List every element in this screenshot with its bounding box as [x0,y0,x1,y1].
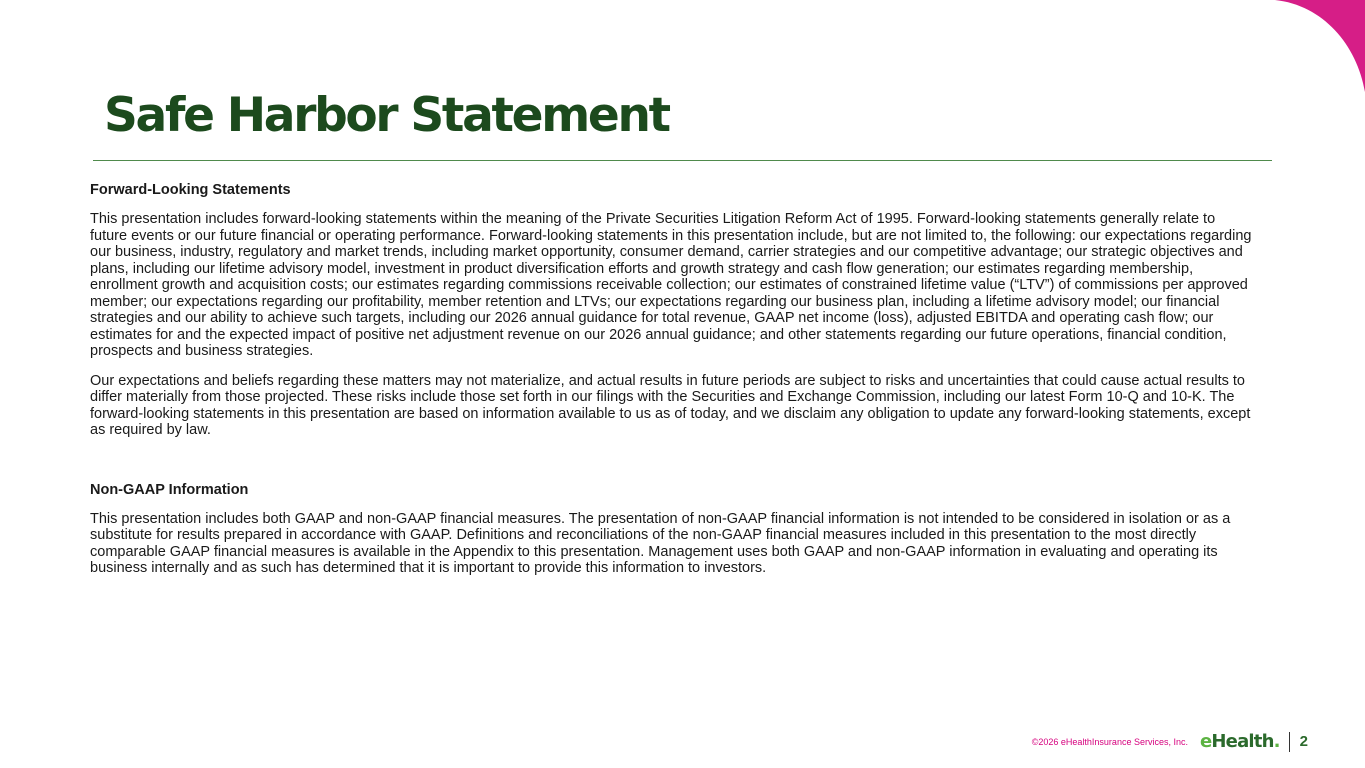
ehealth-logo: eHealth. [1199,731,1280,752]
section-heading: Forward-Looking Statements [90,182,291,198]
copyright-text: ©2026 eHealthInsurance Services, Inc. [1031,736,1188,747]
page-title: Safe Harbor Statement [104,88,669,143]
footer-divider [1289,732,1290,752]
statement-body [90,181,1252,590]
paragraph: Our expectations and beliefs regarding these matters may not materialize, and actual results in future periods are subject to risks and uncertainties that could cause actual results to differ materially from those projected. These risks include those set forth in our filings with the Securities and Exchange Commission, including our latest Form 10-Q and 10-K. The forward-looking statements in this presentation are based on information available to us as of today, and we disclaim any obligation to update any forward-looking statements, except as required by law. [90,372,1251,438]
title-divider [93,160,1272,161]
paragraph: This presentation includes forward-looking statements within the meaning of the Private Securities Litigation Reform Act of 1995. Forward-looking statements generally relate to future events or our future financial or operating performance. Forward-looking statements in this presentation include, but are not limited to, the following: our expectations regarding our business, industry, regulatory and market trends, including market opportunity, consumer demand, carrier strategies and our competitive advantage; our strategic objectives and plans, including our lifetime advisory model, investment in product diversification efforts and growth strategy and cash flow generation; our estimates regarding membership, enrollment growth and acquisition costs; our estimates regarding commissions receivable collection; our estimates of constrained lifetime value (“LTV”) of commissions per approved member; our expectations regarding our profitability, member retention and LTVs; our expectations regarding our business plan, including a lifetime advisory model; our financial strategies and our ability to achieve such targets, including our 2026 annual guidance for total revenue, GAAP net income (loss), adjusted EBITDA and operating cash flow; our estimates for and the expected impact of positive net adjustment revenue on our 2026 annual guidance; and other statements regarding our future operations, financial condition, prospects and business strategies. [90,211,1252,359]
page-number: 2 [1299,733,1308,750]
forward-looking-section [90,181,1252,439]
non-gaap-section [90,481,1252,577]
paragraph: This presentation includes both GAAP and non-GAAP financial measures. The presentation of non-GAAP financial information is not intended to be considered in isolation or as a substitute for results prepared in accordance with GAAP. Definitions and reconciliations of the non-GAAP financial measures included in this presentation to the most directly comparable GAAP financial measures is available in the Appendix to this presentation. Management uses both GAAP and non-GAAP information in evaluating and operating its business internally and as such has determined that it is important to provide this information to investors. [90,510,1231,576]
corner-accent-shape [1265,0,1365,100]
section-heading: Non-GAAP Information [90,481,249,498]
footer [1032,731,1308,752]
